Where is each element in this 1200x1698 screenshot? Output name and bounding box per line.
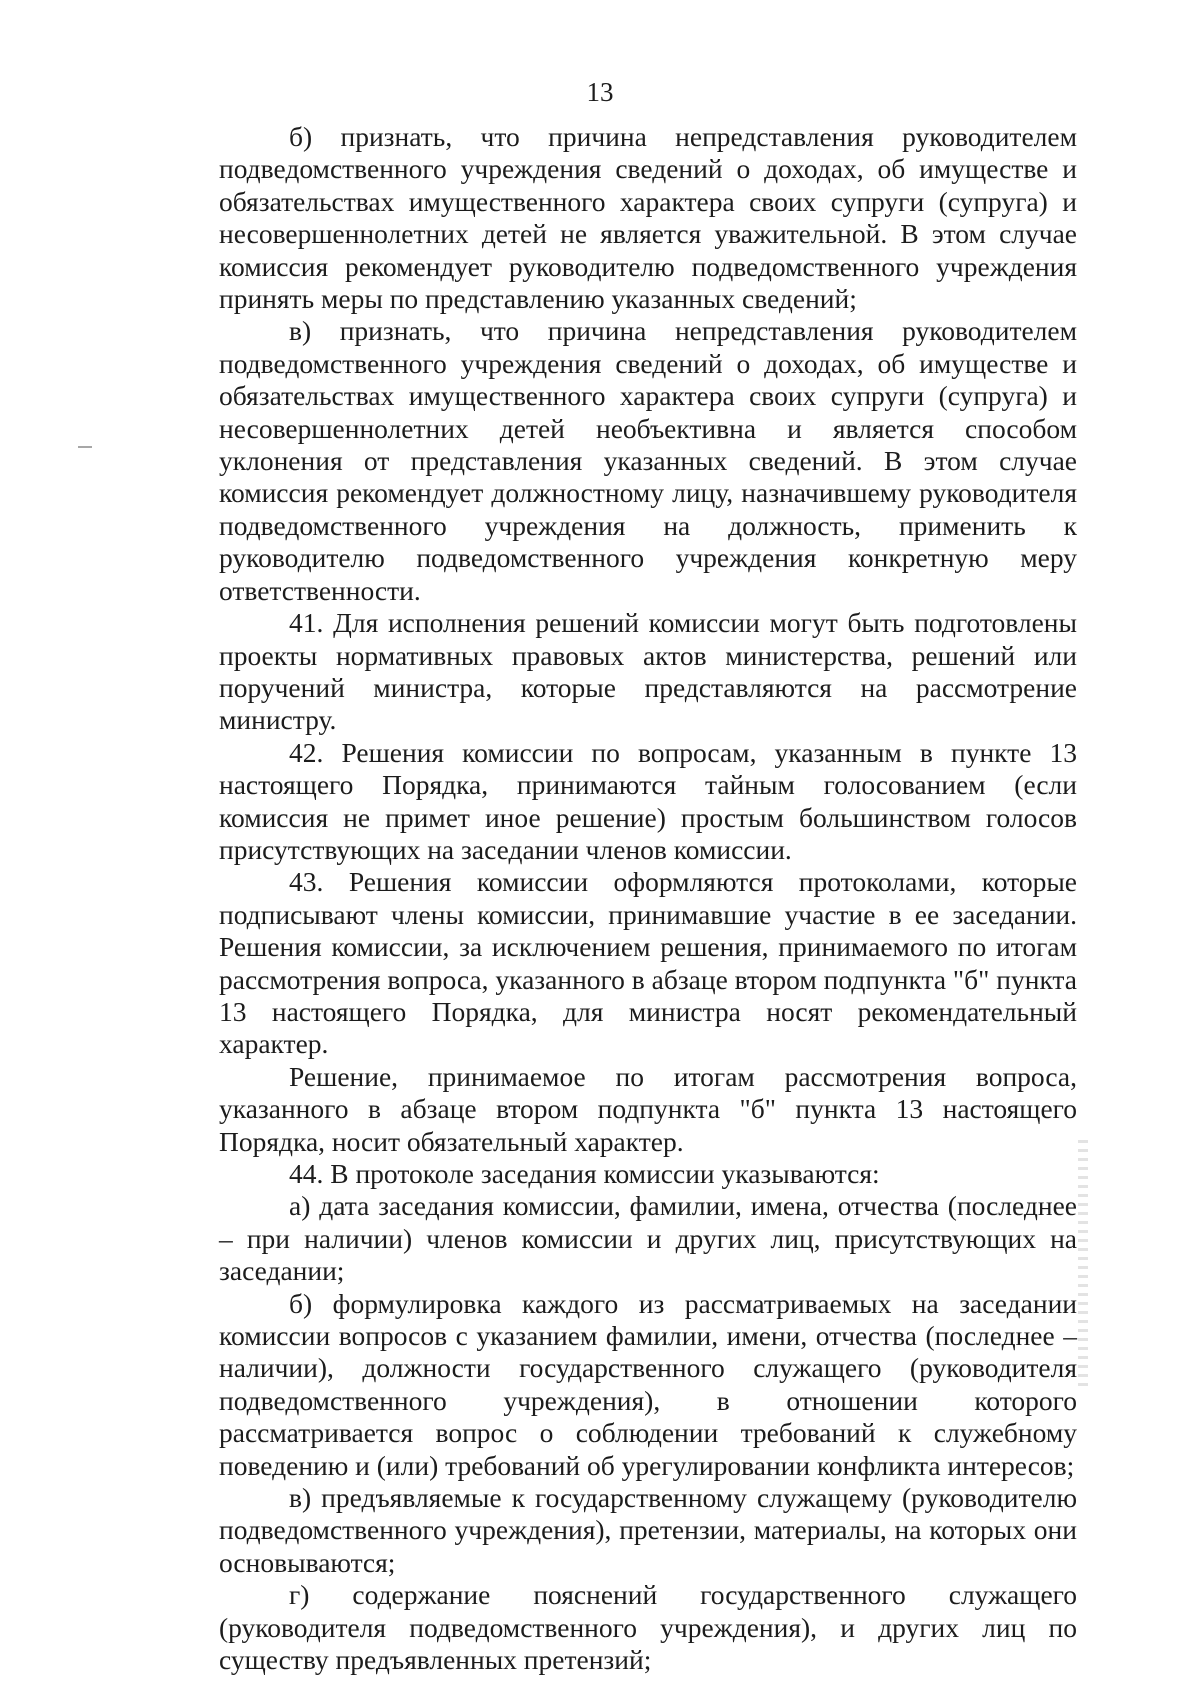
paragraph-44v: в) предъявляемые к государственному служащему (руководителю подведомственного учреждения), претензии, материалы, на которых они основываются; xyxy=(219,1482,1077,1578)
paragraph-41: 41. Для исполнения решений комиссии могут быть подготовлены проекты нормативных правовых актов министерства, решений или поручений министра, которые представляются на рассмотрение министру. xyxy=(219,607,1077,736)
paragraph-44a: а) дата заседания комиссии, фамилии, имена, отчества (последнее – при наличии) членов комиссии и других лиц, присутствующих на заседании; xyxy=(219,1190,1077,1287)
scan-mark xyxy=(78,446,92,448)
paragraph-44b: б) формулировка каждого из рассматриваемых на заседании комиссии вопросов с указанием фамилии, имени, отчества (последнее – наличии), должности государственного служащего (руководителя подведомственного учреждения), в отношении которого рассматривается вопрос о соблюдении требований к служебному поведению и (или) требований об урегулировании конфликта интересов; xyxy=(219,1287,1077,1481)
paragraph-44: 44. В протоколе заседания комиссии указываются: xyxy=(289,1158,880,1189)
paragraph-44g: г) содержание пояснений государственного служащего (руководителя подведомственного учреждения), и других лиц по существу предъявленных претензий; xyxy=(219,1579,1077,1676)
page-number: 13 xyxy=(586,77,614,107)
paragraph-40v: в) признать, что причина непредставления руководителем подведомственного учреждения сведений о доходах, об имуществе и обязательствах имущественного характера своих супруги (супруга) и несовершеннолетних детей необъективна и является способом уклонения от представления указанных сведений. В этом случае комиссия рекомендует должностному лицу, назначившему руководителя подведомственного учреждения на должность, применить к руководителю подведомственного учреждения конкретную меру ответственности. xyxy=(219,315,1077,606)
paragraph-43: 43. Решения комиссии оформляются протоколами, которые подписывают члены комиссии, принимавшие участие в ее заседании. Решения комиссии, за исключением решения, принимаемого по итогам рассмотрения вопроса, указанного в абзаце втором подпункта "б" пункта 13 настоящего Порядка, для министра носят рекомендательный характер. xyxy=(219,866,1077,1060)
paragraph-43-decision: Решение, принимаемое по итогам рассмотрения вопроса, указанного в абзаце втором подпункта "б" пункта 13 настоящего Порядка, носит обязательный характер. xyxy=(219,1060,1077,1157)
scan-artifact xyxy=(1078,1140,1088,1390)
document-body xyxy=(219,121,1077,1677)
paragraph-40b: б) признать, что причина непредставления руководителем подведомственного учреждения сведений о доходах, об имуществе и обязательствах имущественного характера своих супруги (супруга) и несовершеннолетних детей не является уважительной. В этом случае комиссия рекомендует руководителю подведомственного учреждения принять меры по представлению указанных сведений; xyxy=(219,121,1077,315)
paragraph-42: 42. Решения комиссии по вопросам, указанным в пункте 13 настоящего Порядка, принимаются тайным голосованием (если комиссия не примет иное решение) простым большинством голосов присутствующих на заседании членов комиссии. xyxy=(219,736,1077,865)
